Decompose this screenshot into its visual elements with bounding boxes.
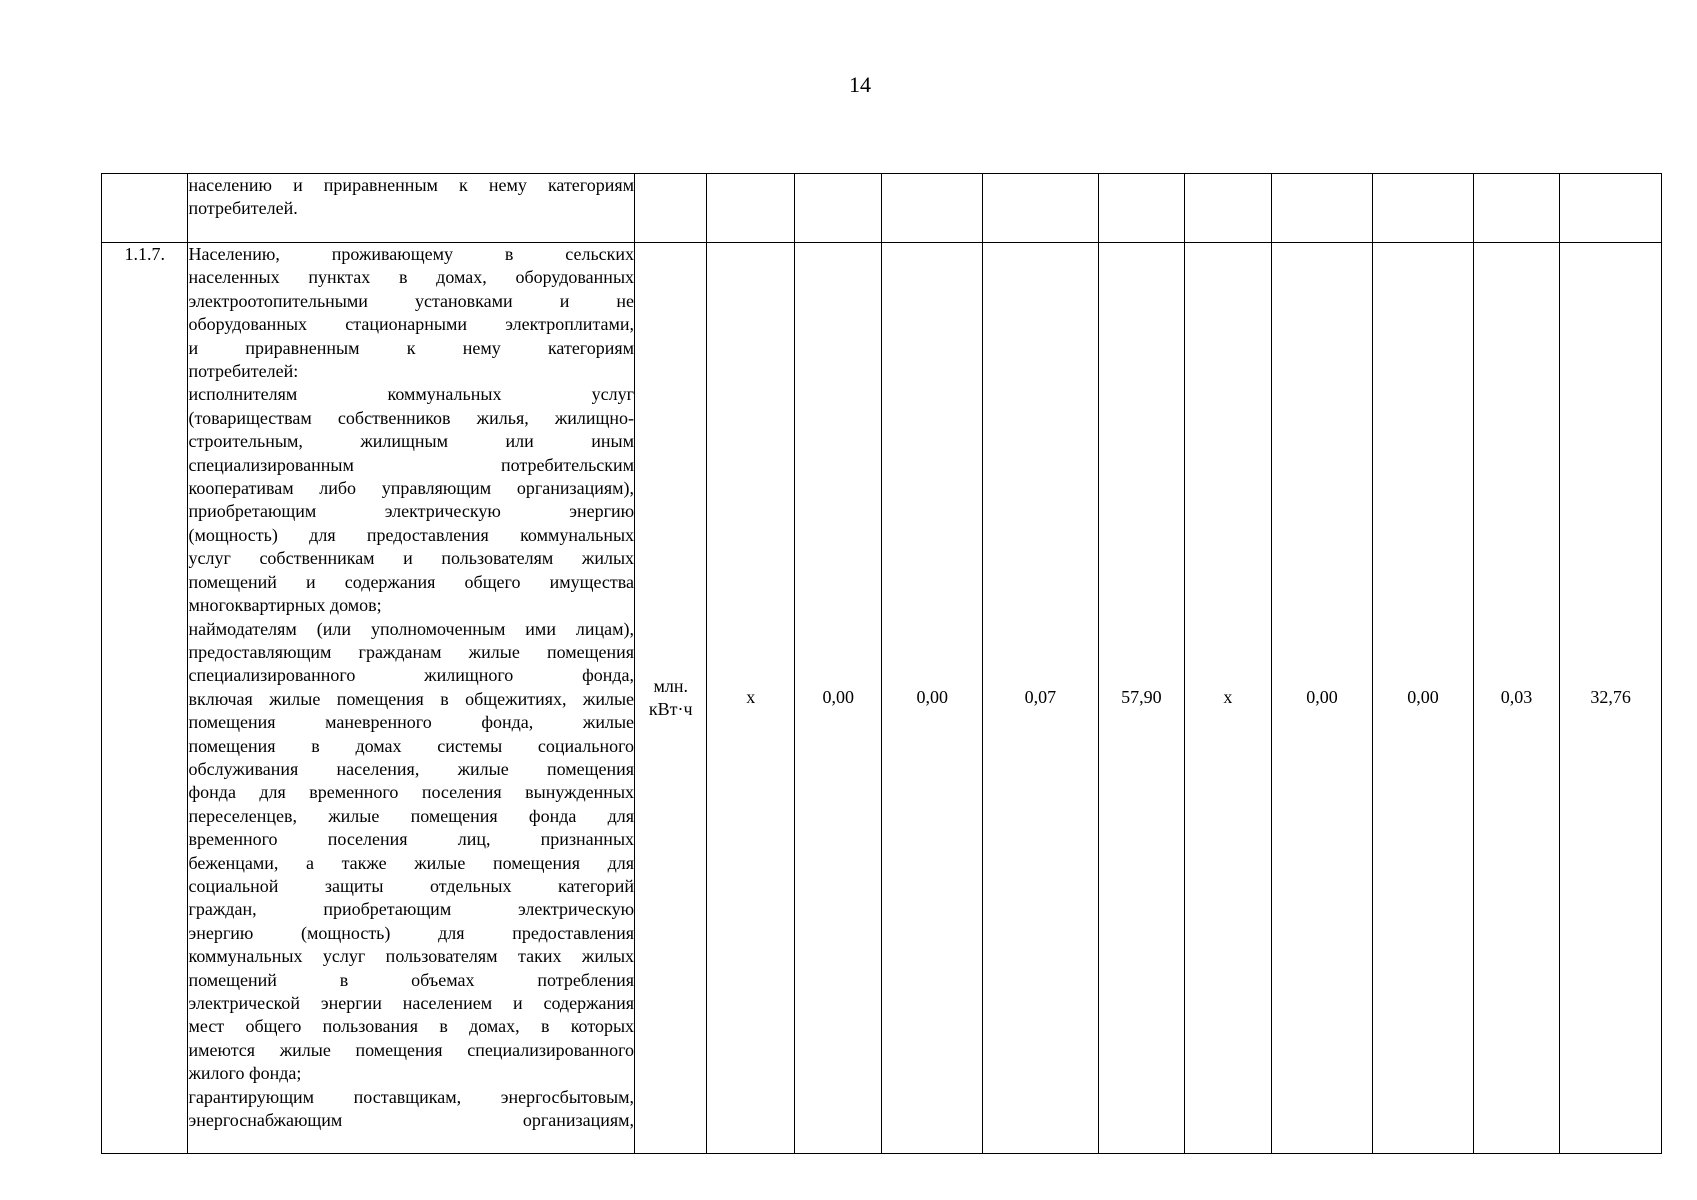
description-line: и приравненным к нему категориям [188, 337, 635, 358]
value-cell [1560, 174, 1662, 243]
description-line: обслуживания населения, жилые помещения [188, 758, 635, 779]
description-line: исполнителям коммунальных услуг [188, 384, 635, 405]
unit-line: млн. [653, 675, 688, 696]
description-line: беженцами, а также жилые помещения для [188, 852, 635, 873]
value-cell [1473, 174, 1559, 243]
description-line: энергоснабжающим организациям, [188, 1110, 635, 1131]
value-cell: 0,07 [983, 243, 1099, 1154]
description-line: оборудованных стационарными электроплитами, [188, 314, 635, 335]
row-description-cell [188, 243, 635, 1154]
description-line: (мощность) для предоставления коммунальных [188, 524, 635, 545]
description-line: Населению, проживающему в сельских [188, 244, 635, 264]
description-line: временного поселения лиц, признанных [188, 829, 635, 850]
description-line: граждан, приобретающим электрическую [188, 899, 635, 920]
description-line: электрической энергии населением и содержания [188, 993, 635, 1013]
value-cell [794, 174, 882, 243]
value-cell: 0,03 [1473, 243, 1559, 1154]
description-line: мест общего пользования в домах, в которых [188, 1016, 635, 1037]
description-line: помещения в домах системы социального [188, 735, 635, 756]
unit-cell [635, 174, 707, 243]
description-line: помещений и содержания общего имущества [188, 571, 635, 592]
description-line: помещений в объемах потребления [188, 969, 635, 990]
unit-cell [635, 243, 707, 1154]
table-row [102, 174, 1662, 243]
description-line: коммунальных услуг пользователям таких жилых [188, 946, 635, 967]
value-cell [1185, 174, 1271, 243]
description-line: помещения маневренного фонда, жилые [188, 712, 635, 733]
description-line: кооперативам либо управляющим организациям), [188, 478, 635, 499]
description-line: наймодателям (или уполномоченным ими лицам), [188, 618, 635, 639]
value-cell: 57,90 [1098, 243, 1184, 1154]
value-cell [707, 174, 795, 243]
table-row [102, 243, 1662, 1154]
description-line: (товариществам собственников жилья, жилищно- [188, 407, 635, 428]
description-line: предоставляющим гражданам жилые помещения [188, 641, 635, 662]
value-cell [1098, 174, 1184, 243]
description-line: потребителей: [188, 361, 299, 382]
description-line: гарантирующим поставщикам, энергосбытовым, [188, 1086, 635, 1107]
description-line: услуг собственникам и пользователям жилых [188, 548, 635, 569]
description-line: приобретающим электрическую энергию [188, 501, 635, 522]
description-line: населенных пунктах в домах, оборудованных [188, 267, 635, 288]
value-cell [882, 174, 983, 243]
description-line: энергию (мощность) для предоставления [188, 922, 635, 943]
value-cell: х [707, 243, 795, 1154]
description-line: населению и приравненным к нему категориям [188, 175, 635, 195]
row-description-cell [188, 174, 635, 243]
value-cell: х [1185, 243, 1271, 1154]
value-cell: 0,00 [794, 243, 882, 1154]
description-line: социальной защиты отдельных категорий [188, 875, 635, 896]
description-line: фонда для временного поселения вынужденных [188, 782, 635, 803]
row-number-cell: 1.1.7. [102, 243, 188, 1154]
tariff-table [101, 173, 1662, 1154]
value-cell: 0,00 [1271, 243, 1373, 1154]
description-line: электроотопительными установками и не [188, 290, 635, 311]
value-cell [1373, 174, 1474, 243]
description-line: имеются жилые помещения специализированного [188, 1039, 635, 1060]
description-line: переселенцев, жилые помещения фонда для [188, 805, 635, 826]
description-line: жилого фонда; [188, 1063, 302, 1084]
row-number-cell [102, 174, 188, 243]
description-line: специализированного жилищного фонда, [188, 665, 635, 686]
description-line: специализированным потребительским [188, 454, 635, 475]
description-line: включая жилые помещения в общежитиях, жилые [188, 688, 635, 709]
value-cell: 32,76 [1560, 243, 1662, 1154]
value-cell [983, 174, 1099, 243]
unit-line: кВт·ч [648, 699, 693, 719]
value-cell: 0,00 [1373, 243, 1474, 1154]
value-cell: 0,00 [882, 243, 983, 1154]
description-line: строительным, жилищным или иным [188, 431, 635, 452]
value-cell [1271, 174, 1373, 243]
description-line: многоквартирных домов; [188, 595, 382, 616]
description-line: потребителей. [188, 198, 298, 219]
page-number: 14 [849, 72, 871, 97]
